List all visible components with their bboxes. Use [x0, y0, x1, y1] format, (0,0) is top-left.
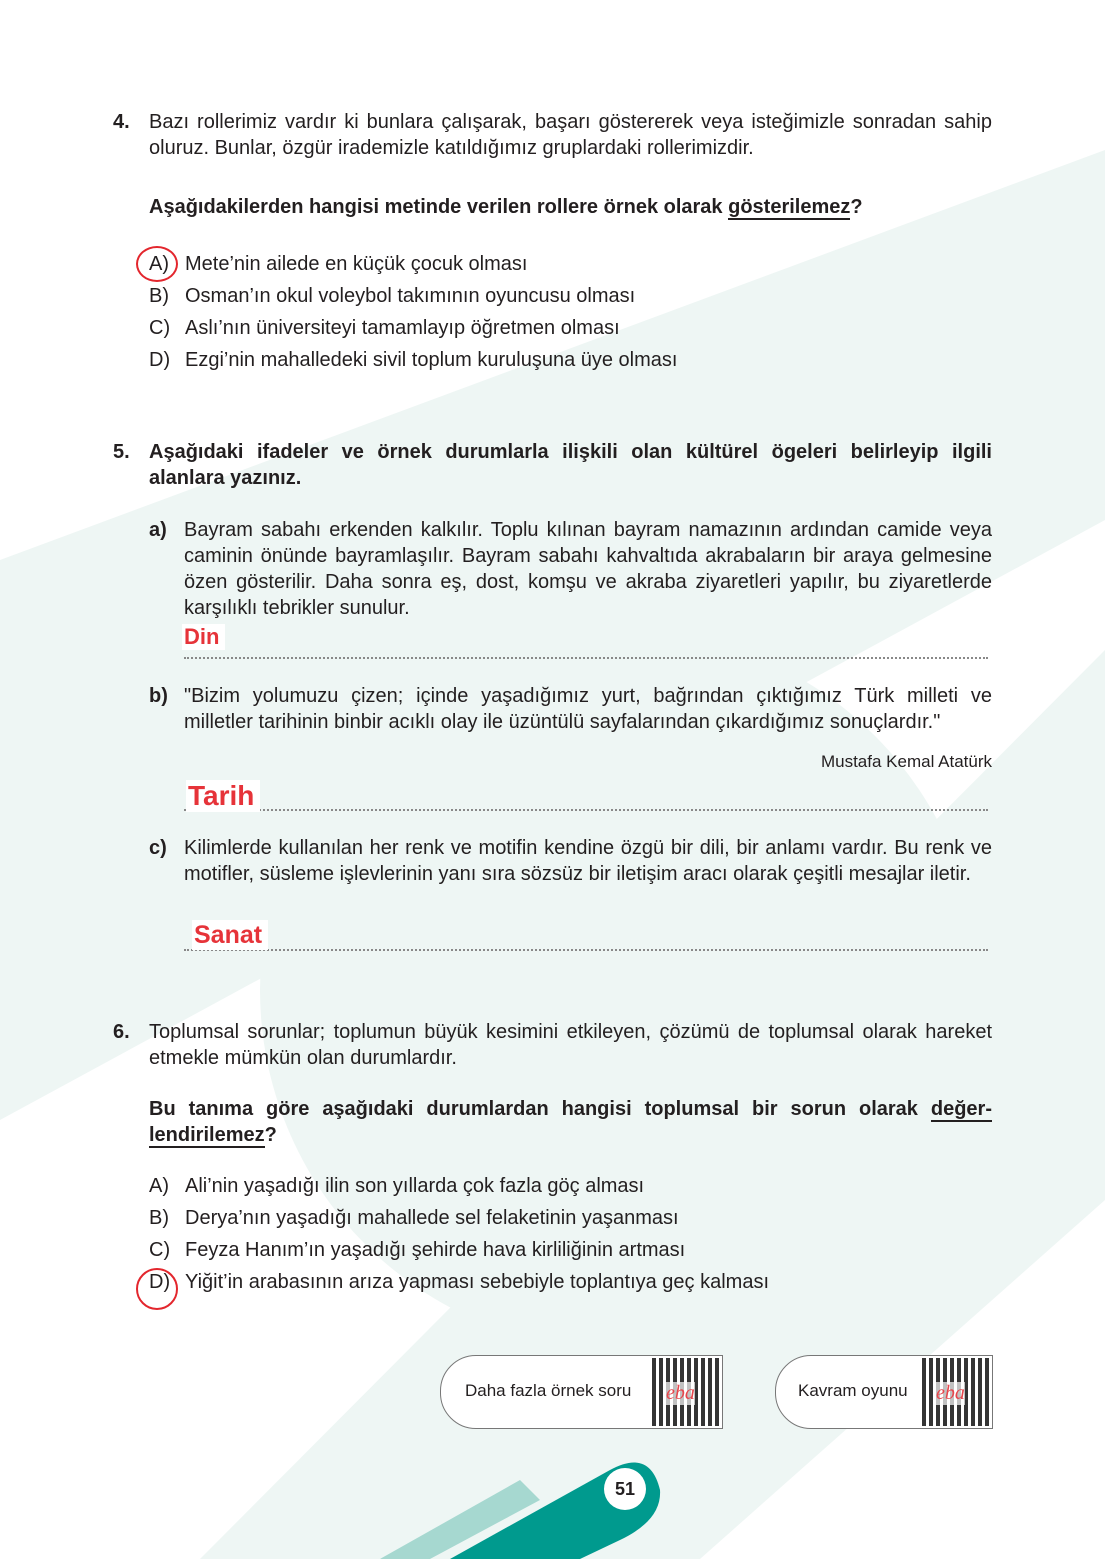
option-text: Osman’ın okul voleybol takımının oyuncusu olması — [185, 285, 636, 307]
qr-card-label: Daha fazla örnek soru — [465, 1381, 632, 1400]
concept-game-qr-card[interactable] — [775, 1355, 993, 1429]
option-letter: C) — [149, 1239, 171, 1261]
more-questions-qr-card[interactable] — [440, 1355, 723, 1429]
eba-logo: eba — [936, 1382, 965, 1404]
option-letter: B) — [149, 1207, 169, 1229]
question-6-prompt — [149, 1096, 992, 1148]
option-letter: A) — [149, 253, 169, 275]
item-c-label: c) — [149, 837, 167, 859]
q6-option-c[interactable] — [149, 1237, 685, 1263]
option-text: Ali’nin yaşadığı ilin son yıllarda çok fazla göç alması — [185, 1175, 645, 1197]
eba-logo: eba — [666, 1382, 695, 1404]
option-letter: D) — [149, 1271, 171, 1293]
option-text: Yiğit’in arabasının arıza yapması sebebiyle toplantıya geç kalması — [185, 1271, 770, 1293]
prompt-text: Aşağıdakilerden hangisi metinde verilen rollere örnek olarak — [149, 196, 729, 218]
q4-option-d[interactable] — [149, 347, 677, 373]
q4-option-c[interactable] — [149, 315, 620, 341]
option-text: Derya’nın yaşadığı mahallede sel felaketinin yaşanması — [185, 1207, 679, 1229]
option-text: Mete’nin ailede en küçük çocuk olması — [185, 253, 528, 275]
qr-code-icon[interactable] — [652, 1358, 720, 1426]
quote-author: Mustafa Kemal Atatürk — [820, 752, 992, 771]
option-letter: D) — [149, 349, 171, 371]
item-b-text: "Bizim yolumuzu çizen; içinde yaşadığımız yurt, bağrından çıktığımız Türk milleti ve milletler tarihinin binbir acıklı olay ile üzüntülü sayfalarından çıkardığımız sonuçlardır." — [184, 685, 992, 733]
question-6-number: 6. — [113, 1021, 130, 1043]
item-b-answer[interactable]: Tarih — [186, 780, 260, 812]
qr-card-label: Kavram oyunu — [798, 1381, 908, 1400]
qr-code-icon[interactable] — [922, 1358, 990, 1426]
item-b-answer-line — [184, 809, 988, 811]
q4-option-b[interactable] — [149, 283, 635, 309]
prompt-text: Bu tanıma göre aşağıdaki durumlardan hangisi toplumsal bir sorun olarak — [149, 1098, 931, 1120]
answer-circle-mark — [136, 246, 178, 282]
q4-option-a[interactable] — [149, 251, 527, 277]
option-letter: A) — [149, 1175, 169, 1197]
item-a-answer-line — [184, 657, 988, 659]
question-4-text: Bazı rollerimiz vardır ki bunlara çalışarak, başarı göstererek veya isteğimizle sonradan sahip oluruz. Bunlar, özgür irademizle katıldığımız gruplardaki rollerimizdir. — [149, 111, 992, 159]
item-a-text: Bayram sabahı erkenden kalkılır. Toplu kılınan bayram namazının ardından camide veya caminin önünde bayramlaşılır. Bayram sabahı kahvaltıda akrabaların bir araya gelmesine özen gösterilir. Daha sonra eş, dost, komşu ve akraba ziyaretleri yapılır, bu ziyaretlerde karşılıklı tebrikler sunulur. — [184, 519, 992, 619]
item-a-answer[interactable]: Din — [182, 624, 225, 650]
option-text: Ezgi’nin mahalledeki sivil toplum kuruluşuna üye olması — [185, 349, 678, 371]
question-5-prompt: Aşağıdaki ifadeler ve örnek durumlarla ilişkili olan kültürel ögeleri belirleyip ilgili alanlara yazınız. — [149, 441, 992, 489]
option-letter: C) — [149, 317, 171, 339]
prompt-end: ? — [264, 1124, 277, 1146]
answer-circle-mark — [136, 1268, 178, 1310]
item-c-answer-line — [184, 949, 988, 951]
prompt-underlined: değer-lendirilemez — [149, 1098, 992, 1146]
question-4-prompt — [149, 194, 992, 220]
q6-option-d[interactable] — [149, 1269, 769, 1295]
question-5-number: 5. — [113, 441, 130, 463]
prompt-underlined: gösterilemez — [728, 196, 851, 218]
prompt-end: ? — [850, 196, 863, 218]
option-text: Aslı’nın üniversiteyi tamamlayıp öğretmen olması — [185, 317, 620, 339]
option-letter: B) — [149, 285, 169, 307]
question-6-text: Toplumsal sorunlar; toplumun büyük kesimini etkileyen, çözümü de toplumsal olarak hareket etmekle mümkün olan durumlardır. — [149, 1021, 992, 1069]
item-c-text: Kilimlerde kullanılan her renk ve motifin kendine özgü bir dili, bir anlamı vardır. Bu renk ve motifler, süsleme işlevlerinin yanı sıra sözsüz bir iletişim aracı olarak çeşitli mesajlar iletir. — [184, 837, 992, 885]
q6-option-b[interactable] — [149, 1205, 679, 1231]
item-a-label: a) — [149, 519, 167, 541]
item-c-answer[interactable]: Sanat — [192, 920, 268, 950]
item-b-label: b) — [149, 685, 168, 707]
option-text: Feyza Hanım’ın yaşadığı şehirde hava kirliliğinin artması — [185, 1239, 686, 1261]
q6-option-a[interactable] — [149, 1173, 644, 1199]
page-number: 51 — [604, 1468, 646, 1510]
question-4-number: 4. — [113, 111, 130, 133]
